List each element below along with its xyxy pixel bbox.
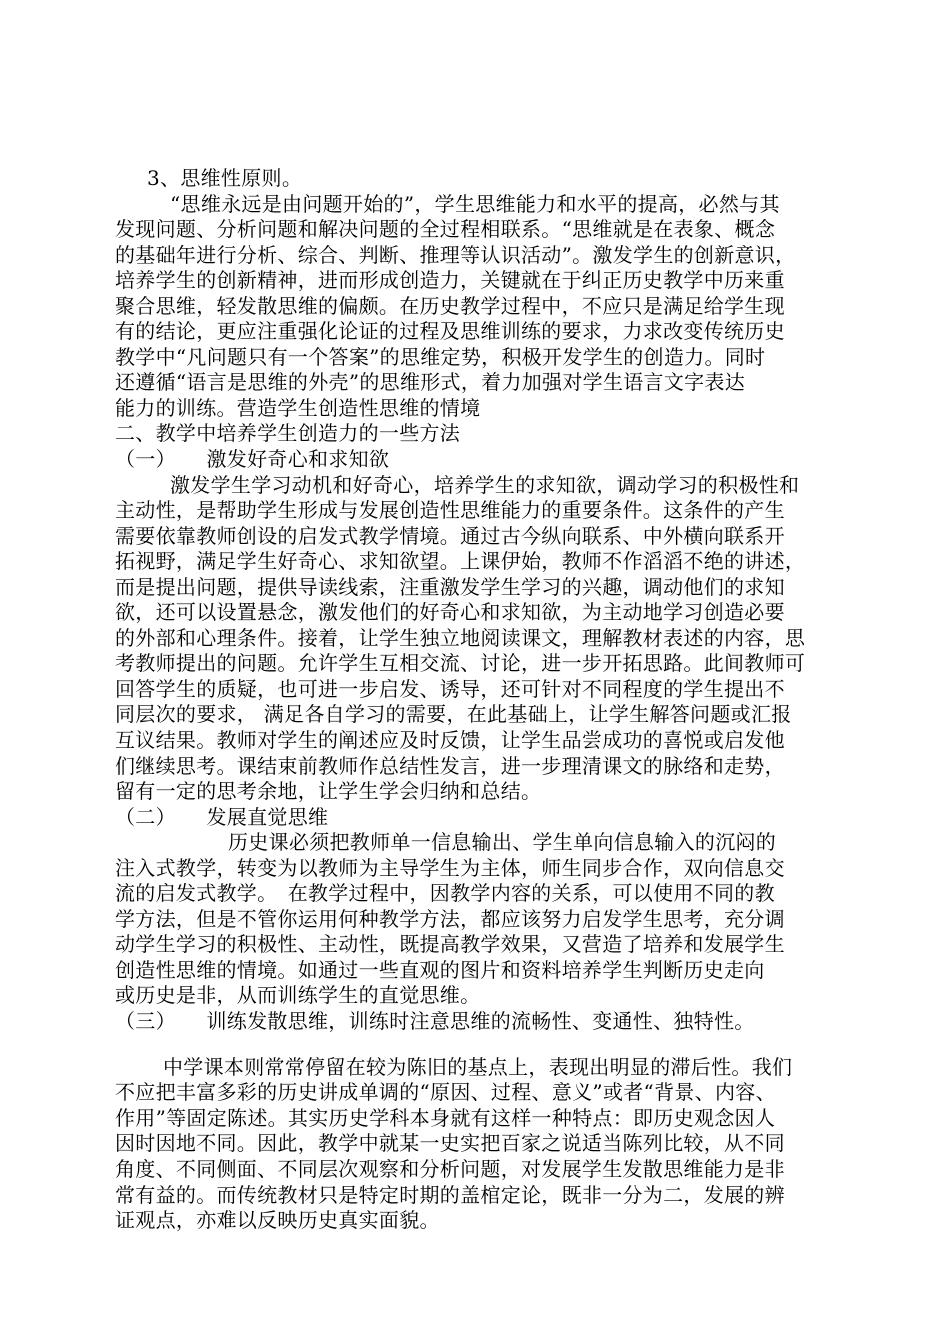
- paragraph-line: 欲，还可以设置悬念，激发他们的好奇心和求知欲，为主动地学习创造必要: [115, 600, 785, 625]
- paragraph-line: 同层次的要求， 满足各自学习的需要，在此基础上，让学生解答问题或汇报: [115, 702, 792, 727]
- paragraph-line: 常有益的。而传统教材只是特定时期的盖棺定论，既非一分为二，发展的辨: [115, 1182, 785, 1207]
- paragraph-line: 需要依靠教师创设的启发式教学情境。通过古今纵向联系、中外横向联系开: [115, 523, 785, 548]
- paragraph-line: 激发学生学习动机和好奇心，培养学生的求知欲，调动学习的积极性和: [170, 472, 800, 497]
- paragraph-line: 主动性，是帮助学生形成与发展创造性思维能力的重要条件。这条件的产生: [115, 498, 785, 523]
- paragraph-line: 还遵循“语言是思维的外壳”的思维形式，着力加强对学生语言文字表达: [115, 370, 746, 395]
- paragraph-line: 发现问题、分析问题和解决问题的全过程相联系。“思维就是在表象、概念: [115, 217, 776, 242]
- paragraph-line: 拓视野，满足学生好奇心、求知欲望。上课伊始，教师不作滔滔不绝的讲述，: [115, 549, 806, 574]
- paragraph-line: 回答学生的质疑，也可进一步启发、诱导，还可针对不同程度的学生提出不: [115, 676, 785, 701]
- paragraph-line: 流的启发式教学。 在教学过程中，因教学内容的关系，可以使用不同的教: [115, 881, 775, 906]
- paragraph-line: 或历史是非，从而训练学生的直觉思维。: [115, 983, 481, 1008]
- subheading-curiosity: （一） 激发好奇心和求知欲: [115, 447, 390, 471]
- paragraph-line: 而是提出问题，提供导读线索，注重激发学生学习的兴趣，调动他们的求知: [115, 574, 785, 599]
- paragraph-line: 创造性思维的情境。如通过一些直观的图片和资料培养学生判断历史走向: [115, 957, 765, 982]
- paragraph-line: 注入式教学，转变为以教师为主导学生为主体，师生同步合作，双向信息交: [115, 855, 785, 880]
- paragraph-line: 的外部和心理条件。接着，让学生独立地阅读课文，理解教材表述的内容，思: [115, 625, 806, 650]
- section-heading-methods: 二、教学中培养学生创造力的一些方法: [115, 421, 461, 446]
- heading-thinking-principle: 3、思维性原则。: [147, 166, 303, 190]
- paragraph-line: 因时因地不同。因此，教学中就某一史实把百家之说适当陈列比较，从不同: [115, 1131, 785, 1156]
- paragraph-line: 角度、不同侧面、不同层次观察和分析问题，对发展学生发散思维能力是非: [115, 1156, 785, 1181]
- paragraph-line: 不应把丰富多彩的历史讲成单调的“原因、过程、意义”或者“背景、内容、: [115, 1080, 776, 1105]
- paragraph-line: 的基础年进行分析、综合、判断、推理等认识活动”。激发学生的创新意识，: [115, 242, 796, 267]
- subheading-divergent: （三） 训练发散思维，训练时注意思维的流畅性、变通性、独特性。: [115, 1008, 755, 1033]
- paragraph-line: 们继续思考。课结束前教师作总结性发言，进一步理清课文的脉络和走势，: [115, 753, 785, 778]
- subheading-intuition: （二） 发展直觉思维: [115, 804, 329, 829]
- paragraph-line: 能力的训练。营造学生创造性思维的情境: [115, 395, 481, 420]
- paragraph-line: 中学课本则常常停留在较为陈旧的基点上，表现出明显的滞后性。我们: [163, 1054, 793, 1079]
- paragraph-line: 有的结论，更应注重强化论证的过程及思维训练的要求，力求改变传统历史: [115, 319, 785, 344]
- paragraph-line: 作用”等固定陈述。其实历史学科本身就有这样一种特点：即历史观念因人: [115, 1105, 776, 1130]
- paragraph-line: 留有一定的思考余地，让学生学会归纳和总结。: [115, 779, 542, 803]
- paragraph-line: 教学中“凡问题只有一个答案”的思维定势，积极开发学生的创造力。同时: [115, 344, 766, 369]
- paragraph-line: 学方法，但是不管你运用何种教学方法，都应该努力启发学生思考，充分调: [115, 906, 785, 931]
- paragraph-line: 动学生学习的积极性、主动性，既提高教学效果，又营造了培养和发展学生: [115, 932, 785, 957]
- paragraph-line: 互议结果。教师对学生的阐述应及时反馈，让学生品尝成功的喜悦或启发他: [115, 728, 785, 752]
- paragraph-line: 证观点，亦难以反映历史真实面貌。: [115, 1208, 440, 1232]
- paragraph-line: 历史课必须把教师单一信息输出、学生单向信息输入的沉闷的: [228, 830, 777, 855]
- paragraph-line: “思维永远是由问题开始的”，学生思维能力和水平的提高，必然与其: [170, 191, 780, 216]
- paragraph-line: 培养学生的创新精神，进而形成创造力，关键就在于纠正历史教学中历来重: [115, 268, 785, 293]
- paragraph-line: 聚合思维，轻发散思维的偏颇。在历史教学过程中，不应只是满足给学生现: [115, 293, 785, 318]
- paragraph-line: 考教师提出的问题。允许学生互相交流、讨论，进一步开拓思路。此间教师可: [115, 651, 806, 676]
